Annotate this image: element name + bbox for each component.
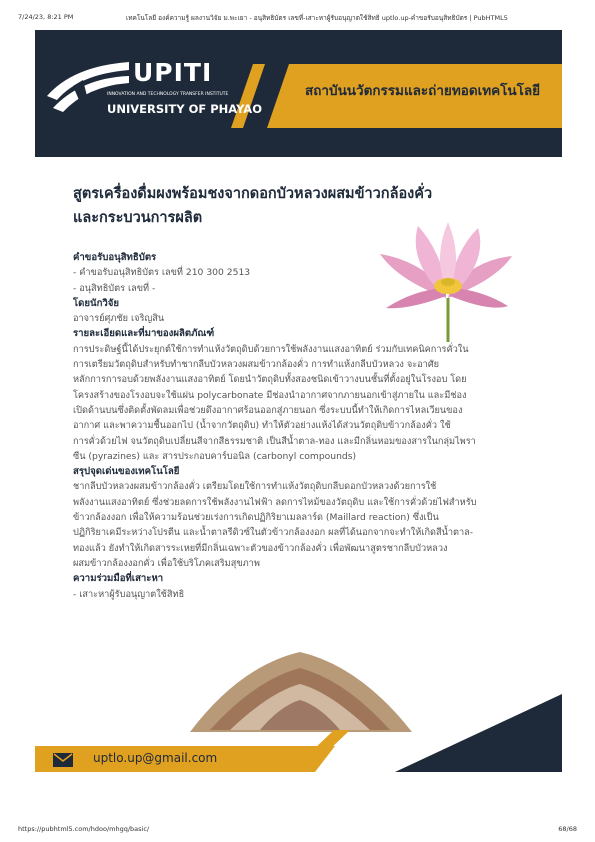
researcher-name: อาจารย์ศุภชัย เจริญสิน xyxy=(73,313,165,325)
highlights-line: ชากลีบบัวหลวงผสมข้าวกล้องคั่ว เตรียมโดยใช้การทำแห้งวัตถุดิบกลีบดอกบัวหลวงด้วยการใช้ xyxy=(73,481,437,493)
print-page-title: เทคโนโลยี องค์ความรู้ ผลงานวิจัย ม.พะเยา - อนุสิทธิบัตร เลขที่-เสาะหาผู้รับอนุญาตใช้สิทธิ uptlo.up-คำขอรับอนุสิทธิบัตร | PubHTML5 xyxy=(126,14,508,22)
details-line: การเตรียมวัตถุดิบสำหรับทำชากลีบบัวหลวงผสมข้าวกล้องคั่ว การทำแห้งกลีบบัวหลวง จะอาศัย xyxy=(73,359,440,371)
highlights-heading: สรุปจุดเด่นของเทคโนโลยี xyxy=(73,466,180,478)
petty-patent-request-line: - คำขอรับอนุสิทธิบัตร เลขที่ 210 300 2513 xyxy=(73,267,251,279)
details-line: เปิดด้านบนซึ่งติดตั้งพัดลมเพื่อช่วยดึงอากาศร้อนออกสู่ภายนอก ซึ่งระบบนี้ทำให้เกิดการไหลเวียนของ xyxy=(73,404,463,416)
upiti-logo xyxy=(43,52,262,138)
details-heading: รายละเอียดและที่มาของผลิตภัณฑ์ xyxy=(73,328,215,340)
highlights-line: ข้าวกล้องงอก เพื่อให้ความร้อนช่วยเร่งการเกิดปฏิกิริยาเมลลาร์ด (Maillard reaction) ซึ่งเป็น xyxy=(73,512,439,524)
contact-email[interactable]: uptlo.up@gmail.com xyxy=(93,751,218,765)
title-line-2: และกระบวนการผลิต xyxy=(73,210,203,226)
institute-name: สถาบันนวัตกรรมและถ่ายทอดเทคโนโลยี xyxy=(305,83,541,99)
cooperation-heading: ความร่วมมือที่เสาะหา xyxy=(73,573,164,585)
petty-patent-number-line: - อนุสิทธิบัตร เลขที่ - xyxy=(73,282,156,294)
details-paragraph xyxy=(73,342,533,464)
details-line: การประดิษฐ์นี้ได้ประยุกต์ใช้การทำแห้งวัตถุดิบด้วยการใช้พลังงานแสงอาทิตย์ ร่วมกับเทคนิคการคั่วใน xyxy=(73,343,469,355)
highlights-line: ปฏิกิริยาเคมีระหว่างโปรตีน และน้ำตาลรีดิวซ์ในตัวข้าวกล้องงอก ผลที่ได้นอกจากจะทำให้เกิดสีน้ำตาล- xyxy=(73,527,474,539)
print-datetime: 7/24/23, 8:21 PM xyxy=(18,13,74,21)
cooperation-line: - เสาะหาผู้รับอนุญาตใช้สิทธิ xyxy=(73,588,185,600)
logo-brand: UPITI xyxy=(133,58,213,87)
footer-band xyxy=(35,694,562,772)
details-line: หลักการการอบด้วยพลังงานแสงอาทิตย์ โดยนำวัตถุดิบทั้งสองชนิดเข้าวางบนชั้นที่ตั้งอยู่ในโรงอบ โดย xyxy=(73,374,467,386)
details-line: ซีน (pyrazines) และ สารประกอบคาร์บอนิล (carbonyl compounds) xyxy=(73,450,357,462)
petty-patent-heading: คำขอรับอนุสิทธิบัตร xyxy=(73,252,157,263)
footer-dark-triangle xyxy=(395,694,562,772)
details-line: โครงสร้างของโรงอบจะใช้แผ่น polycarbonate มีช่องนำอากาศจากภายนอกเข้าสู่ภายใน และมีช่อง xyxy=(73,389,467,401)
details-line: การคั่วด้วยไฟ จนวัตถุดิบเปลี่ยนสีจากสีธรรมชาติ เป็นสีน้ำตาล-ทอง และมีกลิ่นหอมของสารในกลุ่มไพรา xyxy=(73,435,476,447)
highlights-line: ผสมข้าวกล้องงอกคั่ว เพื่อใช้บริโภคเสริมสุขภาพ xyxy=(73,557,260,569)
highlights-line: ทองแล้ว ยังทำให้เกิดสารระเหยที่มีกลิ่นเฉพาะตัวของข้าวกล้องคั่ว เพื่อพัฒนาสูตรชากลีบบัวหลวง xyxy=(73,542,448,554)
details-line: อากาศ และพาความชื้นออกไป (น้ำจากวัตถุดิบ) ทำให้ตัวอย่างแห้งได้ส่วนวัตถุดิบข้าวกล้องคั่ว ใช้ xyxy=(73,420,451,432)
logo-tagline: INNOVATION AND TECHNOLOGY TRANSFER INSTITUTE xyxy=(107,92,229,97)
logo-university: UNIVERSITY OF PHAYAO xyxy=(107,102,262,116)
print-page-number: 68/68 xyxy=(558,825,577,833)
mail-icon xyxy=(53,752,73,771)
title-line-1: สูตรเครื่องดื่มผงพร้อมชงจากดอกบัวหลวงผสมข้าวกล้องคั่ว xyxy=(73,186,433,202)
petty-patent-section xyxy=(73,250,533,602)
highlights-paragraph xyxy=(73,479,533,571)
researcher-heading: โดยนักวิจัย xyxy=(73,297,120,309)
print-url: https://pubhtml5.com/hdoo/mhgq/basic/ xyxy=(18,825,150,833)
header-banner xyxy=(35,30,562,157)
highlights-line: พลังงานแสงอาทิตย์ ซึ่งช่วยลดการใช้พลังงานไฟฟ้า ลดการไหม้ของวัตถุดิบ และใช้การคั่วด้วยไฟสำหรับ xyxy=(73,496,477,508)
